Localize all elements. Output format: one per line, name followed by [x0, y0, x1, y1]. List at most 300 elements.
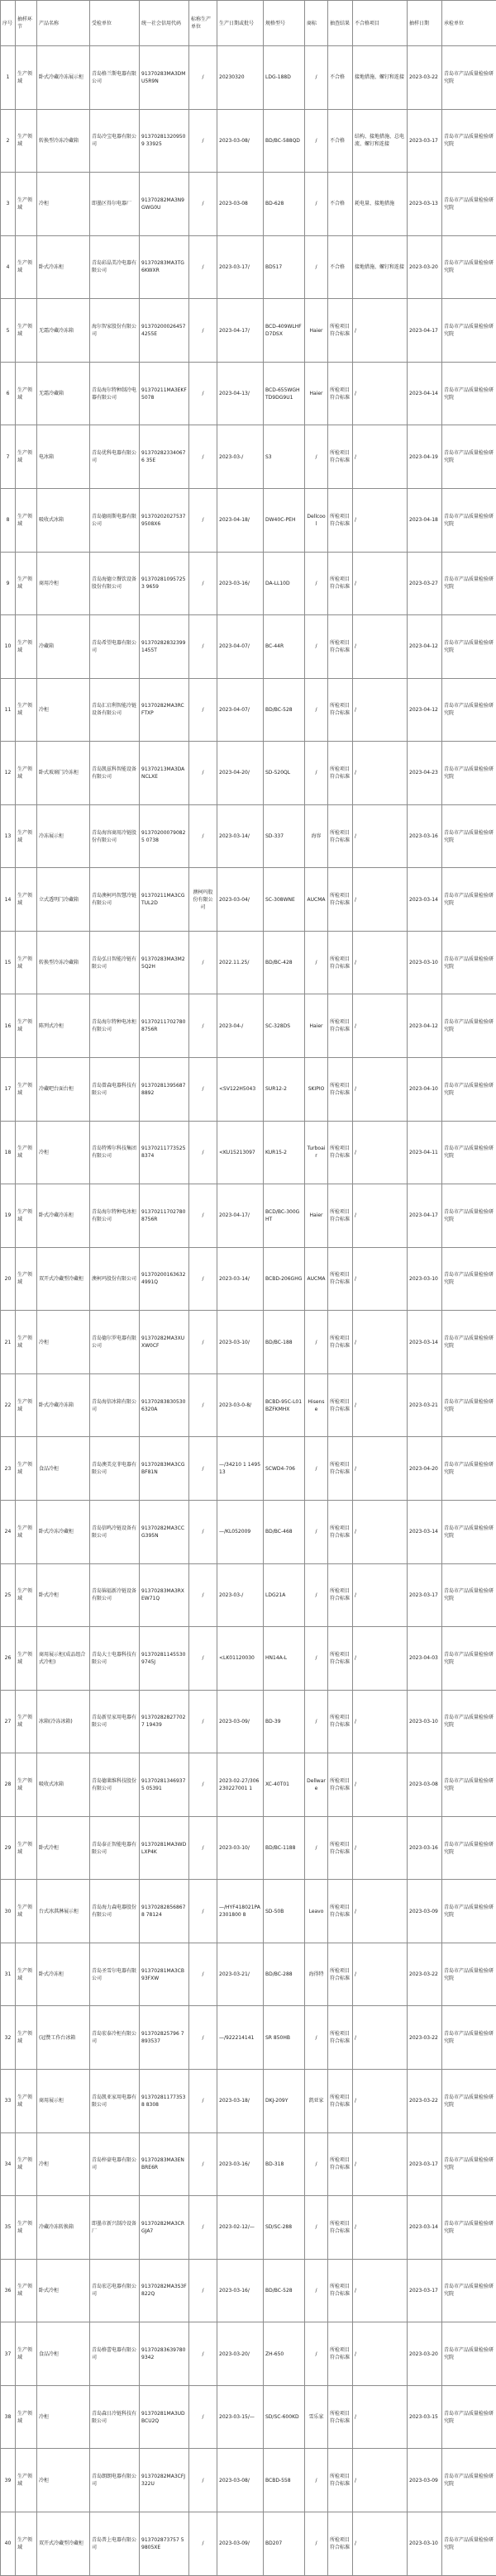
cell-failed-items: 接地措施、螺钉和连接	[353, 235, 408, 299]
cell-trademark: /	[305, 742, 328, 805]
cell-nominal-manufacturer: /	[189, 2259, 217, 2322]
cell-credit-code: 91370211MA3CGTUL2D	[140, 868, 189, 932]
cell-inspected-unit: 青岛优科电器有限公司	[90, 425, 140, 489]
cell-sampling-date: 2023-04-23	[408, 742, 442, 805]
cell-failed-items: /	[353, 615, 408, 679]
table-row	[1, 931, 496, 994]
cell-trademark: /	[305, 1311, 328, 1374]
header-col-product-name: 产品名称	[37, 1, 90, 46]
cell-index: 29	[1, 1816, 16, 1880]
cell-failed-items: /	[353, 678, 408, 742]
cell-production-date: 2023-03-16/	[217, 2132, 264, 2196]
table-row	[1, 1058, 496, 1122]
cell-production-date: 2022.11.25/	[217, 931, 264, 994]
cell-index: 12	[1, 742, 16, 805]
cell-result: 所检项目符合标准	[328, 1943, 353, 2006]
cell-testing-agency: 青岛市产品质量检验研究院	[442, 2512, 496, 2575]
cell-production-date: 2023-03-08	[217, 173, 264, 236]
cell-trademark: AUCMA	[305, 868, 328, 932]
cell-model: XC-40T01	[264, 1753, 305, 1817]
cell-index: 16	[1, 994, 16, 1058]
table-row	[1, 1311, 496, 1374]
cell-nominal-manufacturer: /	[189, 235, 217, 299]
cell-nominal-manufacturer: /	[189, 488, 217, 552]
cell-sampling-stage: 生产领域	[16, 1753, 37, 1817]
cell-model: BC-44R	[264, 615, 305, 679]
cell-model: SCWD4-706	[264, 1437, 305, 1501]
cell-model: HN14A-L	[264, 1627, 305, 1691]
cell-production-date: 2023-04-13/	[217, 362, 264, 425]
cell-nominal-manufacturer: /	[189, 2512, 217, 2575]
cell-trademark: 海得特	[305, 1943, 328, 2006]
cell-sampling-stage: 生产领域	[16, 2259, 37, 2322]
cell-sampling-date: 2023-03-14	[408, 1311, 442, 1374]
cell-sampling-date: 2023-03-14	[408, 2196, 442, 2260]
cell-production-date: 2023-04-20/	[217, 742, 264, 805]
cell-trademark: /	[305, 615, 328, 679]
table-row	[1, 2512, 496, 2575]
cell-product-name: 冰箱(冷冻冰箱)	[37, 1690, 90, 1753]
cell-product-name: 转换型冷冻冷藏箱	[37, 931, 90, 994]
cell-nominal-manufacturer: /	[189, 1121, 217, 1184]
cell-failed-items: /	[353, 1816, 408, 1880]
cell-inspected-unit: 即墨区得尔电器厂	[90, 173, 140, 236]
cell-product-name: 双开式冷藏型冷藏柜	[37, 2512, 90, 2575]
cell-sampling-stage: 生产领域	[16, 425, 37, 489]
cell-model: DW40C-PEH	[264, 488, 305, 552]
cell-failed-items: 结构、接地措施、总电流、螺钉和连接	[353, 109, 408, 173]
table-row	[1, 678, 496, 742]
cell-model: SD/SC-600KD	[264, 2385, 305, 2449]
cell-model: SD-50B	[264, 1880, 305, 1943]
cell-index: 14	[1, 868, 16, 932]
cell-sampling-date: 2023-04-12	[408, 994, 442, 1058]
cell-inspected-unit: 青岛格蕾电器有限公司	[90, 2322, 140, 2386]
cell-testing-agency: 青岛市产品质量检验研究院	[442, 931, 496, 994]
table-row	[1, 1563, 496, 1627]
cell-credit-code: 91370283MA3RXEW71Q	[140, 1563, 189, 1627]
table-row	[1, 1437, 496, 1501]
cell-testing-agency: 青岛市产品质量检验研究院	[442, 552, 496, 615]
cell-product-name: 冷柜	[37, 678, 90, 742]
cell-sampling-stage: 生产领域	[16, 678, 37, 742]
cell-nominal-manufacturer: /	[189, 2132, 217, 2196]
cell-sampling-stage: 生产领域	[16, 1058, 37, 1122]
cell-failed-items: /	[353, 1311, 408, 1374]
table-row	[1, 2132, 496, 2196]
table-row	[1, 109, 496, 173]
cell-index: 27	[1, 1690, 16, 1753]
table-row	[1, 552, 496, 615]
cell-failed-items: /	[353, 362, 408, 425]
cell-product-name: 卧式冷藏冷冻箱	[37, 1373, 90, 1437]
cell-sampling-stage: 生产领域	[16, 2070, 37, 2133]
cell-credit-code: 913702117027808756R	[140, 994, 189, 1058]
cell-trademark: /	[305, 2322, 328, 2386]
cell-sampling-stage: 生产领域	[16, 1816, 37, 1880]
cell-trademark: /	[305, 2259, 328, 2322]
cell-inspected-unit: 青岛海尔特种电冰柜有限公司	[90, 994, 140, 1058]
cell-index: 33	[1, 2070, 16, 2133]
cell-failed-items: /	[353, 742, 408, 805]
cell-failed-items: /	[353, 2196, 408, 2260]
cell-failed-items: /	[353, 488, 408, 552]
cell-production-date: 2023-03-20/	[217, 2322, 264, 2386]
cell-sampling-stage: 生产领域	[16, 1184, 37, 1248]
cell-nominal-manufacturer: /	[189, 2385, 217, 2449]
cell-inspected-unit: 青岛凯兹科智能设备有限公司	[90, 742, 140, 805]
cell-sampling-stage: 生产领域	[16, 1121, 37, 1184]
cell-credit-code: 91370282MA3XUXW0CF	[140, 1311, 189, 1374]
cell-sampling-stage: 生产领域	[16, 742, 37, 805]
cell-credit-code: 913702810957253 9659	[140, 552, 189, 615]
cell-result: 所检项目符合标准	[328, 1880, 353, 1943]
cell-credit-code: 913702001636324991Q	[140, 1247, 189, 1311]
table-row	[1, 1690, 496, 1753]
cell-result: 所检项目符合标准	[328, 931, 353, 994]
cell-trademark: SKIPIO	[305, 1058, 328, 1122]
cell-trademark: /	[305, 1816, 328, 1880]
cell-model: SC-328DS	[264, 994, 305, 1058]
cell-failed-items: /	[353, 2259, 408, 2322]
cell-failed-items: /	[353, 1247, 408, 1311]
cell-result: 所检项目符合标准	[328, 1563, 353, 1627]
cell-testing-agency: 青岛市产品质量检验研究院	[442, 1563, 496, 1627]
cell-product-name: 冷柜	[37, 173, 90, 236]
cell-failed-items: /	[353, 2132, 408, 2196]
cell-production-date: 2023-02-12/—	[217, 2196, 264, 2260]
cell-model: BCD-409WLHFD7DSX	[264, 299, 305, 363]
header-col-testing-agency: 承检单位	[442, 1, 496, 46]
cell-nominal-manufacturer: /	[189, 1500, 217, 1563]
cell-failed-items: /	[353, 425, 408, 489]
cell-failed-items: /	[353, 1058, 408, 1122]
cell-production-date: 20230320	[217, 46, 264, 110]
cell-credit-code: 91370283MA3CGBF81N	[140, 1437, 189, 1501]
table-row	[1, 235, 496, 299]
cell-credit-code: 913702828323991455T	[140, 615, 189, 679]
cell-sampling-date: 2023-03-10	[408, 2512, 442, 2575]
cell-testing-agency: 青岛市产品质量检验研究院	[442, 1058, 496, 1122]
cell-inspected-unit: 青岛德莱维科技股份有限公司	[90, 1753, 140, 1817]
cell-testing-agency: 青岛市产品质量检验研究院	[442, 2259, 496, 2322]
cell-nominal-manufacturer: /	[189, 1690, 217, 1753]
cell-testing-agency: 青岛市产品质量检验研究院	[442, 299, 496, 363]
cell-credit-code: 91370282MA3CRGJA7	[140, 2196, 189, 2260]
cell-failed-items: /	[353, 299, 408, 363]
cell-trademark: /	[305, 552, 328, 615]
cell-result: 所检项目符合标准	[328, 1373, 353, 1437]
cell-product-name: 卧式冷冻柜	[37, 1943, 90, 2006]
cell-production-date: 2023-03-09/	[217, 2512, 264, 2575]
cell-inspected-unit: 青岛海尔特种制冷电器有限公司	[90, 362, 140, 425]
cell-model: LDG21A	[264, 1563, 305, 1627]
cell-result: 所检项目符合标准	[328, 1058, 353, 1122]
cell-product-name: 冷柜	[37, 2385, 90, 2449]
cell-sampling-date: 2023-03-22	[408, 2070, 442, 2133]
cell-nominal-manufacturer: /	[189, 1943, 217, 2006]
cell-result: 所检项目符合标准	[328, 2132, 353, 2196]
cell-failed-items: /	[353, 2070, 408, 2133]
cell-sampling-stage: 生产领域	[16, 1563, 37, 1627]
cell-production-date: 2023-04-17/	[217, 299, 264, 363]
cell-index: 13	[1, 804, 16, 868]
cell-credit-code: 913702020275379508X6	[140, 488, 189, 552]
cell-sampling-date: 2023-03-22	[408, 46, 442, 110]
cell-trademark: AUCMA	[305, 1247, 328, 1311]
cell-failed-items: /	[353, 868, 408, 932]
cell-result: 所检项目符合标准	[328, 299, 353, 363]
cell-sampling-date: 2023-03-21	[408, 1373, 442, 1437]
cell-result: 所检项目符合标准	[328, 1247, 353, 1311]
cell-trademark: /	[305, 2006, 328, 2070]
cell-index: 7	[1, 425, 16, 489]
cell-sampling-stage: 生产领域	[16, 173, 37, 236]
cell-failed-items: /	[353, 1943, 408, 2006]
cell-model: KUR15-2	[264, 1121, 305, 1184]
cell-production-date: 2023-04-07/	[217, 678, 264, 742]
cell-model: SD/SC-288	[264, 2196, 305, 2260]
cell-sampling-date: 2023-03-17	[408, 109, 442, 173]
cell-credit-code: 91370213MA3DANCLXE	[140, 742, 189, 805]
cell-credit-code: 913702000264574255E	[140, 299, 189, 363]
cell-credit-code: 913702838305306320A	[140, 1373, 189, 1437]
cell-credit-code: 913702000790825 0738	[140, 804, 189, 868]
cell-model: SC-308WNE	[264, 868, 305, 932]
header-col-nominal-manufacturer: 标称生产单位	[189, 1, 217, 46]
cell-production-date: 2023-04-07/	[217, 615, 264, 679]
cell-inspected-unit: 青岛冷宝电器有限公司	[90, 109, 140, 173]
header-col-inspected-unit: 受检单位	[90, 1, 140, 46]
cell-testing-agency: 青岛市产品质量检验研究院	[442, 1184, 496, 1248]
cell-product-name: 食品冷柜	[37, 1437, 90, 1501]
cell-trademark: Dellcool	[305, 488, 328, 552]
cell-nominal-manufacturer: /	[189, 804, 217, 868]
cell-sampling-stage: 生产领域	[16, 1437, 37, 1501]
cell-inspected-unit: 青岛曾森电器科技有限公司	[90, 1058, 140, 1122]
cell-production-date: —/KL052009	[217, 1500, 264, 1563]
cell-inspected-unit: 青岛澳柯玛智慧冷链有限公司	[90, 868, 140, 932]
cell-sampling-stage: 生产领域	[16, 1943, 37, 2006]
cell-testing-agency: 青岛市产品质量检验研究院	[442, 2006, 496, 2070]
cell-index: 23	[1, 1437, 16, 1501]
cell-inspected-unit: 青岛宏芯电器有限公司	[90, 2259, 140, 2322]
cell-index: 10	[1, 615, 16, 679]
cell-model: BD/BC-288	[264, 1943, 305, 2006]
cell-sampling-date: 2023-03-13	[408, 173, 442, 236]
cell-failed-items: /	[353, 1373, 408, 1437]
cell-product-name: 吸收式冰箱	[37, 488, 90, 552]
cell-sampling-stage: 生产领域	[16, 1690, 37, 1753]
cell-trademark: /	[305, 425, 328, 489]
cell-production-date: 2023-03-10/	[217, 1816, 264, 1880]
cell-production-date: <KU15213097	[217, 1121, 264, 1184]
cell-production-date: 2023-04-17/	[217, 1184, 264, 1248]
cell-inspected-unit: 青岛弘日智能冷链有限公司	[90, 931, 140, 994]
cell-production-date: 2023-04-/	[217, 994, 264, 1058]
cell-production-date: 2023-03-17/	[217, 235, 264, 299]
cell-result: 所检项目符合标准	[328, 425, 353, 489]
cell-production-date: —/HYF418021PA2301800 8	[217, 1880, 264, 1943]
cell-sampling-stage: 生产领域	[16, 994, 37, 1058]
cell-nominal-manufacturer: /	[189, 994, 217, 1058]
cell-sampling-stage: 生产领域	[16, 868, 37, 932]
table-row	[1, 742, 496, 805]
cell-nominal-manufacturer: /	[189, 1058, 217, 1122]
cell-nominal-manufacturer: /	[189, 2449, 217, 2512]
table-row	[1, 1373, 496, 1437]
cell-credit-code: 913702813956878892	[140, 1058, 189, 1122]
cell-sampling-stage: 生产领域	[16, 2322, 37, 2386]
cell-inspected-unit: 青岛圣雪尔电器有限公司	[90, 1943, 140, 2006]
cell-credit-code: 91370281MA3WDLXP4K	[140, 1816, 189, 1880]
cell-nominal-manufacturer: /	[189, 362, 217, 425]
cell-failed-items: 接地措施、螺钉和连接	[353, 46, 408, 110]
cell-credit-code: 91370283MA3TG6KWXR	[140, 235, 189, 299]
cell-model: ZH-650	[264, 2322, 305, 2386]
cell-sampling-date: 2023-03-10	[408, 1247, 442, 1311]
cell-inspected-unit: 青岛新星家用电器有限公司	[90, 1690, 140, 1753]
cell-credit-code: 91370282MA3CCG395N	[140, 1500, 189, 1563]
cell-result: 所检项目符合标准	[328, 1184, 353, 1248]
cell-credit-code: 913702811773538 8308	[140, 2070, 189, 2133]
cell-model: BD/BC-428	[264, 931, 305, 994]
cell-production-date: <LK01120030	[217, 1627, 264, 1691]
cell-result: 所检项目符合标准	[328, 1500, 353, 1563]
cell-testing-agency: 青岛市产品质量检验研究院	[442, 235, 496, 299]
table-row	[1, 1184, 496, 1248]
cell-sampling-date: 2023-03-15	[408, 2385, 442, 2449]
cell-model: SD-520QL	[264, 742, 305, 805]
cell-product-name: 台式冰淇淋展示柜	[37, 1880, 90, 1943]
cell-index: 1	[1, 46, 16, 110]
cell-testing-agency: 青岛市产品质量检验研究院	[442, 2322, 496, 2386]
cell-failed-items: /	[353, 2322, 408, 2386]
cell-credit-code: 913702813469375 05391	[140, 1753, 189, 1817]
cell-model: SUR12-2	[264, 1058, 305, 1122]
cell-production-date: 2023-03-08/	[217, 2449, 264, 2512]
cell-result: 所检项目符合标准	[328, 1121, 353, 1184]
cell-credit-code: 91370282MA3N9GWG0U	[140, 173, 189, 236]
cell-inspected-unit: 青岛希望电器有限公司	[90, 615, 140, 679]
cell-trademark: /	[305, 931, 328, 994]
table-row	[1, 1816, 496, 1880]
cell-index: 37	[1, 2322, 16, 2386]
cell-failed-items: /	[353, 1753, 408, 1817]
cell-index: 24	[1, 1500, 16, 1563]
table-row	[1, 1121, 496, 1184]
cell-credit-code: 91370283MA3M25Q2H	[140, 931, 189, 994]
cell-inspected-unit: 青岛森日冷链科技有限公司	[90, 2385, 140, 2449]
cell-testing-agency: 青岛市产品质量检验研究院	[442, 2070, 496, 2133]
cell-testing-agency: 青岛市产品质量检验研究院	[442, 1816, 496, 1880]
cell-credit-code: 91370282MA3CFJ322U	[140, 2449, 189, 2512]
cell-testing-agency: 青岛市产品质量检验研究院	[442, 425, 496, 489]
cell-index: 36	[1, 2259, 16, 2322]
cell-testing-agency: 青岛市产品质量检验研究院	[442, 46, 496, 110]
cell-failed-items: 耗电量、接地措施	[353, 173, 408, 236]
cell-failed-items: /	[353, 994, 408, 1058]
cell-index: 32	[1, 2006, 16, 2070]
cell-inspected-unit: 青岛海德立餐饮设备股份有限公司	[90, 552, 140, 615]
table-row	[1, 1880, 496, 1943]
cell-production-date: 2023-02-27/306230227001 1	[217, 1753, 264, 1817]
cell-trademark: Hisense	[305, 1373, 328, 1437]
cell-credit-code: 913702873757 5 9805XE	[140, 2512, 189, 2575]
cell-product-name: 冷藏冷冻转换箱	[37, 2196, 90, 2260]
cell-sampling-stage: 生产领域	[16, 1880, 37, 1943]
table-row	[1, 1753, 496, 1817]
cell-product-name: 冷藏吧台面台柜	[37, 1058, 90, 1122]
cell-trademark: 海容	[305, 804, 328, 868]
cell-product-name: 冷柜	[37, 1121, 90, 1184]
cell-index: 28	[1, 1753, 16, 1817]
cell-production-date: 2023-03-/	[217, 425, 264, 489]
cell-testing-agency: 青岛市产品质量检验研究院	[442, 1437, 496, 1501]
cell-result: 不合格	[328, 109, 353, 173]
cell-result: 所检项目符合标准	[328, 804, 353, 868]
cell-index: 35	[1, 2196, 16, 2260]
cell-nominal-manufacturer: /	[189, 299, 217, 363]
cell-index: 17	[1, 1058, 16, 1122]
cell-testing-agency: 青岛市产品质量检验研究院	[442, 109, 496, 173]
cell-product-name: 食品冷柜	[37, 2322, 90, 2386]
cell-sampling-date: 2023-04-12	[408, 615, 442, 679]
table-header-row	[1, 1, 496, 46]
cell-result: 所检项目符合标准	[328, 868, 353, 932]
cell-model: BD-318	[264, 2132, 305, 2196]
cell-sampling-stage: 生产领域	[16, 2132, 37, 2196]
cell-index: 38	[1, 2385, 16, 2449]
cell-credit-code: 913702828277027 19439	[140, 1690, 189, 1753]
cell-failed-items: /	[353, 1690, 408, 1753]
cell-testing-agency: 青岛市产品质量检验研究院	[442, 362, 496, 425]
cell-index: 22	[1, 1373, 16, 1437]
cell-production-date: 2023-03-15/—	[217, 2385, 264, 2449]
cell-trademark: Haier	[305, 362, 328, 425]
cell-testing-agency: 青岛市产品质量检验研究院	[442, 2385, 496, 2449]
cell-inspected-unit: 青岛锦福新冷链设备有限公司	[90, 1563, 140, 1627]
cell-index: 40	[1, 2512, 16, 2575]
table-row	[1, 173, 496, 236]
cell-index: 2	[1, 109, 16, 173]
table-row	[1, 868, 496, 932]
header-col-trademark: 商标	[305, 1, 328, 46]
cell-model: BD/BC-588QD	[264, 109, 305, 173]
cell-model: BCD/BC-300GHT	[264, 1184, 305, 1248]
cell-nominal-manufacturer: /	[189, 1247, 217, 1311]
cell-inspected-unit: 青岛宏泰冷柜有限公司	[90, 2006, 140, 2070]
cell-sampling-date: 2023-03-27	[408, 552, 442, 615]
cell-model: BD-628	[264, 173, 305, 236]
cell-failed-items: /	[353, 2385, 408, 2449]
cell-result: 所检项目符合标准	[328, 2259, 353, 2322]
cell-result: 所检项目符合标准	[328, 1816, 353, 1880]
cell-result: 不合格	[328, 46, 353, 110]
cell-trademark: /	[305, 2196, 328, 2260]
cell-testing-agency: 青岛市产品质量检验研究院	[442, 1311, 496, 1374]
cell-result: 不合格	[328, 235, 353, 299]
cell-trademark: /	[305, 109, 328, 173]
cell-production-date: 2023-03-14/	[217, 804, 264, 868]
cell-sampling-date: 2023-03-16	[408, 804, 442, 868]
cell-inspected-unit: 澳柯玛股份有限公司	[90, 1247, 140, 1311]
cell-testing-agency: 青岛市产品质量检验研究院	[442, 1690, 496, 1753]
cell-sampling-date: 2023-03-20	[408, 2322, 442, 2386]
table-row	[1, 425, 496, 489]
table-row	[1, 994, 496, 1058]
table-row	[1, 2070, 496, 2133]
